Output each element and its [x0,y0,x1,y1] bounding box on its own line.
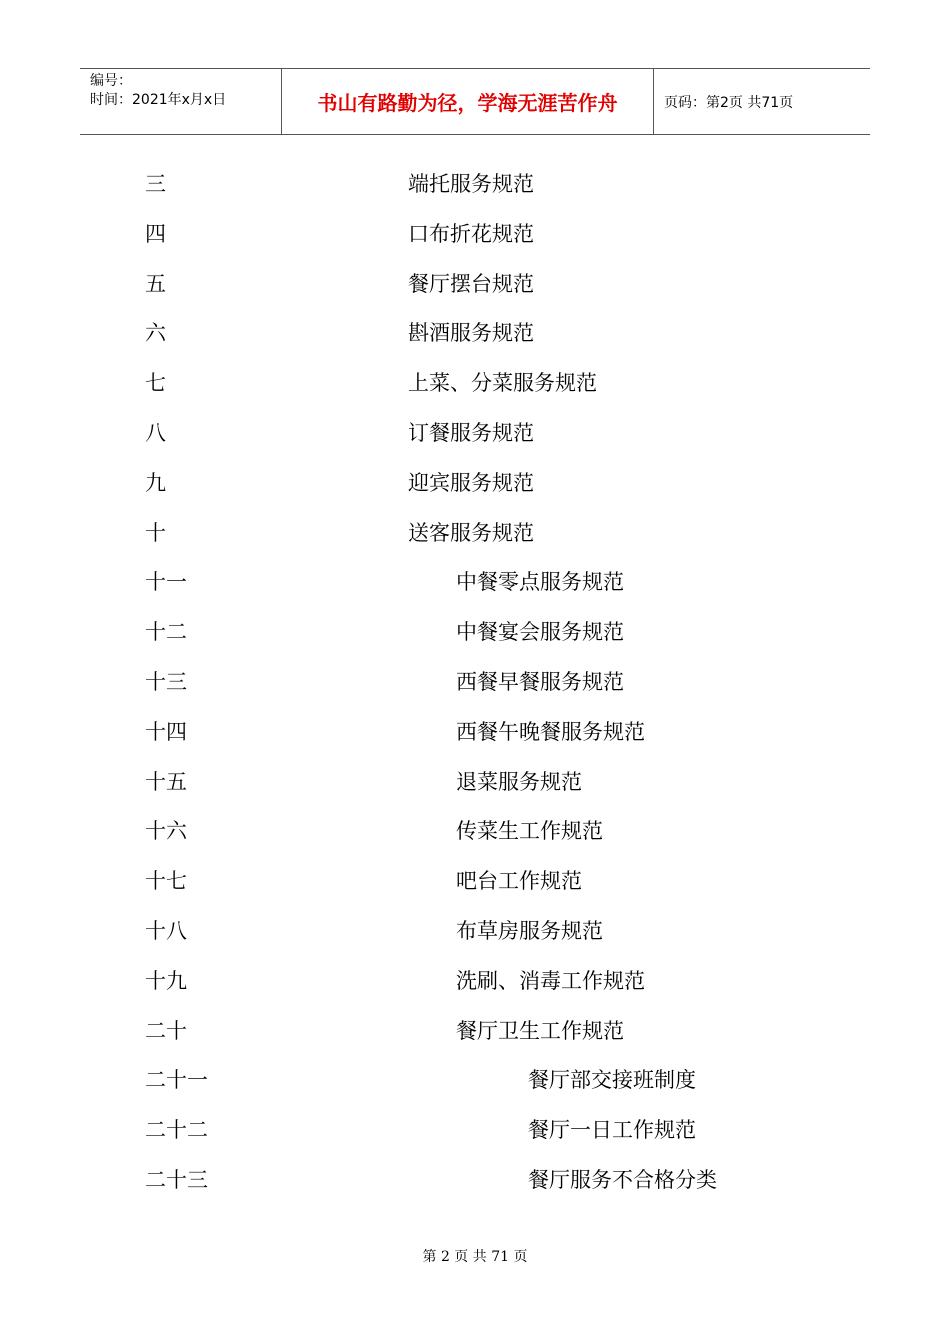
toc-row [0,1065,950,1095]
toc-title: 订餐服务规范 [408,421,534,445]
toc-row [0,518,950,548]
toc-number: 八 [145,421,166,445]
toc-row [0,1165,950,1195]
toc-number: 五 [145,271,166,296]
toc-number: 十 [145,520,166,545]
time-label: 时间：2021年x月x日 [90,92,227,108]
toc-number: 二十一 [145,1068,208,1093]
toc-row [0,1115,950,1145]
toc-title: 退菜服务规范 [456,769,582,794]
toc-number: 二十二 [145,1118,208,1143]
toc-title: 中餐宴会服务规范 [456,620,624,645]
toc-row [0,617,950,647]
toc-row [0,468,950,498]
toc-title: 迎宾服务规范 [408,470,534,495]
toc-number: 十七 [145,869,187,894]
toc-number: 二十三 [145,1168,208,1192]
page-footer: 第 2 页 共 71 页 [422,1249,528,1265]
toc-number: 十六 [145,819,187,844]
toc-title: 西餐午晚餐服务规范 [456,719,645,744]
toc-title: 餐厅摆台规范 [408,271,534,296]
toc-row [0,318,950,348]
toc-row [0,418,950,448]
toc-title: 餐厅服务不合格分类 [528,1168,717,1192]
toc-number: 九 [145,470,166,495]
toc-row [0,219,950,249]
toc-title: 吧台工作规范 [456,869,582,894]
toc-title: 餐厅部交接班制度 [528,1068,696,1093]
toc-number: 六 [145,321,166,346]
toc-row [0,1016,950,1046]
toc-title: 餐厅卫生工作规范 [456,1018,624,1043]
toc-number: 七 [145,371,166,396]
toc-title: 端托服务规范 [408,172,534,196]
toc-title: 斟酒服务规范 [408,321,534,346]
toc-row [0,916,950,946]
toc-title: 口布折花规范 [408,221,534,246]
code-label: 编号： [90,73,132,89]
toc-title: 布草房服务规范 [456,919,603,943]
toc-row [0,866,950,896]
toc-title: 洗刷、消毒工作规范 [456,968,645,993]
toc-number: 十二 [145,620,187,645]
toc-number: 十八 [145,919,187,943]
toc-number: 三 [145,172,166,196]
toc-title: 中餐零点服务规范 [456,570,624,595]
toc-title: 西餐早餐服务规范 [456,670,624,694]
toc-row [0,567,950,597]
toc-row [0,368,950,398]
header-page-info: 页码：第2页 共71页 [664,94,794,111]
toc-number: 十五 [145,769,187,794]
toc-row [0,966,950,996]
toc-number: 十三 [145,670,187,694]
header-meta [80,69,282,134]
toc-number: 十九 [145,968,187,993]
toc-number: 四 [145,221,166,246]
toc-row [0,767,950,797]
toc-title: 传菜生工作规范 [456,819,603,844]
toc-number: 十四 [145,719,187,744]
toc-title: 送客服务规范 [408,520,534,545]
toc-row [0,667,950,697]
toc-title: 餐厅一日工作规范 [528,1118,696,1143]
toc-row [0,816,950,846]
toc-number: 二十 [145,1018,187,1043]
toc-number: 十一 [145,570,187,595]
toc-row [0,269,950,299]
toc-row [0,169,950,199]
header-motto: 书山有路勤为径，学海无涯苦作舟 [282,69,654,134]
toc-row [0,717,950,747]
toc-title: 上菜、分菜服务规范 [408,371,597,396]
page-header [80,68,870,135]
